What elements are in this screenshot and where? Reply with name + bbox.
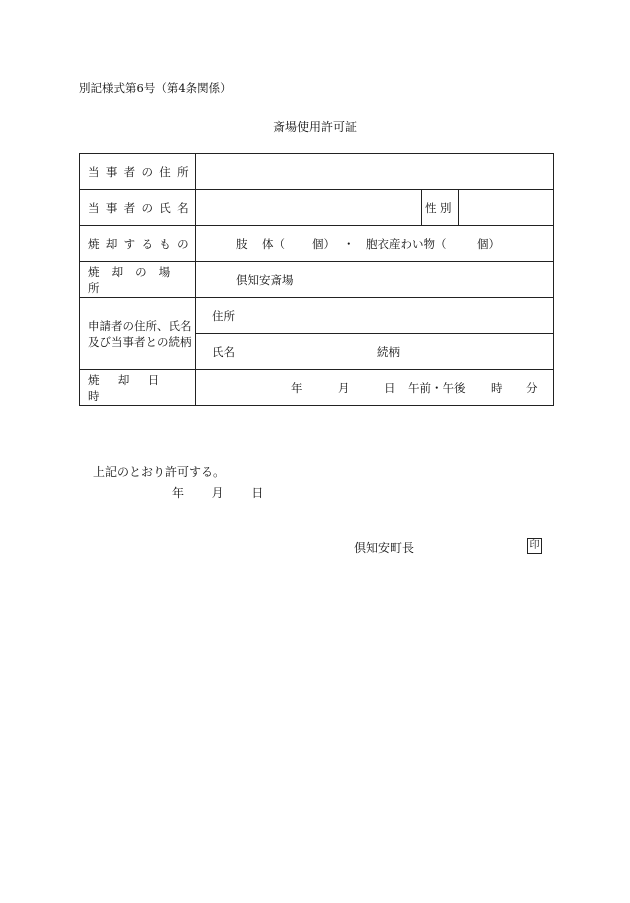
address-field[interactable] — [196, 154, 554, 190]
row-items — [80, 226, 554, 262]
items-label: 焼却するもの — [80, 226, 196, 262]
body-text: 体（ — [262, 236, 285, 251]
applicant-name-label: 氏名 — [212, 344, 235, 359]
unit-text-1: 個） — [312, 236, 335, 251]
seal-mark: 印 — [527, 538, 542, 554]
form-reference: 別記様式第6号（第4条関係） — [79, 81, 232, 95]
issuer-name: 倶知安町長 — [354, 541, 415, 555]
issue-day: 日 — [251, 486, 264, 500]
datetime-year: 年 — [291, 380, 303, 395]
address-label: 当事者の住所 — [80, 154, 196, 190]
applicant-address-label: 住所 — [212, 308, 235, 323]
datetime-cell[interactable] — [196, 370, 554, 406]
permit-form-table — [79, 153, 554, 406]
datetime-ampm: 午前・午後 — [408, 380, 466, 395]
applicant-label-line-2: 及び当事者との続柄 — [88, 334, 192, 349]
placenta-text: 胞衣産わい物（ — [366, 236, 447, 251]
issue-date-line — [172, 484, 263, 501]
row-place — [80, 262, 554, 298]
datetime-label: 焼却日時 — [80, 370, 196, 406]
issue-month: 月 — [211, 486, 224, 500]
datetime-hour: 時 — [491, 380, 503, 395]
applicant-relation-label: 続柄 — [377, 344, 400, 359]
document-title: 斎場使用許可証 — [272, 120, 357, 134]
applicant-name-cell[interactable] — [196, 334, 554, 370]
name-label: 当事者の氏名 — [80, 190, 196, 226]
place-value: 倶知安斎場 — [236, 272, 294, 287]
name-field[interactable] — [196, 190, 422, 226]
row-address — [80, 154, 554, 190]
datetime-day: 日 — [384, 380, 396, 395]
place-cell — [196, 262, 554, 298]
row-name — [80, 190, 554, 226]
issue-year: 年 — [172, 486, 185, 500]
applicant-label — [80, 298, 196, 370]
separator-dot: ・ — [343, 236, 355, 251]
approval-text: 上記のとおり許可する。 — [93, 465, 226, 479]
row-applicant-address — [80, 298, 554, 334]
limbs-text: 肢 — [236, 236, 248, 251]
applicant-label-line-1: 申請者の住所、氏名 — [88, 318, 192, 333]
sex-label: 性別 — [422, 190, 459, 226]
sex-field[interactable] — [459, 190, 554, 226]
items-cell — [196, 226, 554, 262]
row-datetime — [80, 370, 554, 406]
applicant-address-cell[interactable] — [196, 298, 554, 334]
datetime-minute: 分 — [526, 380, 538, 395]
place-label: 焼却の場所 — [80, 262, 196, 298]
unit-text-2: 個） — [477, 236, 500, 251]
datetime-month: 月 — [338, 380, 350, 395]
